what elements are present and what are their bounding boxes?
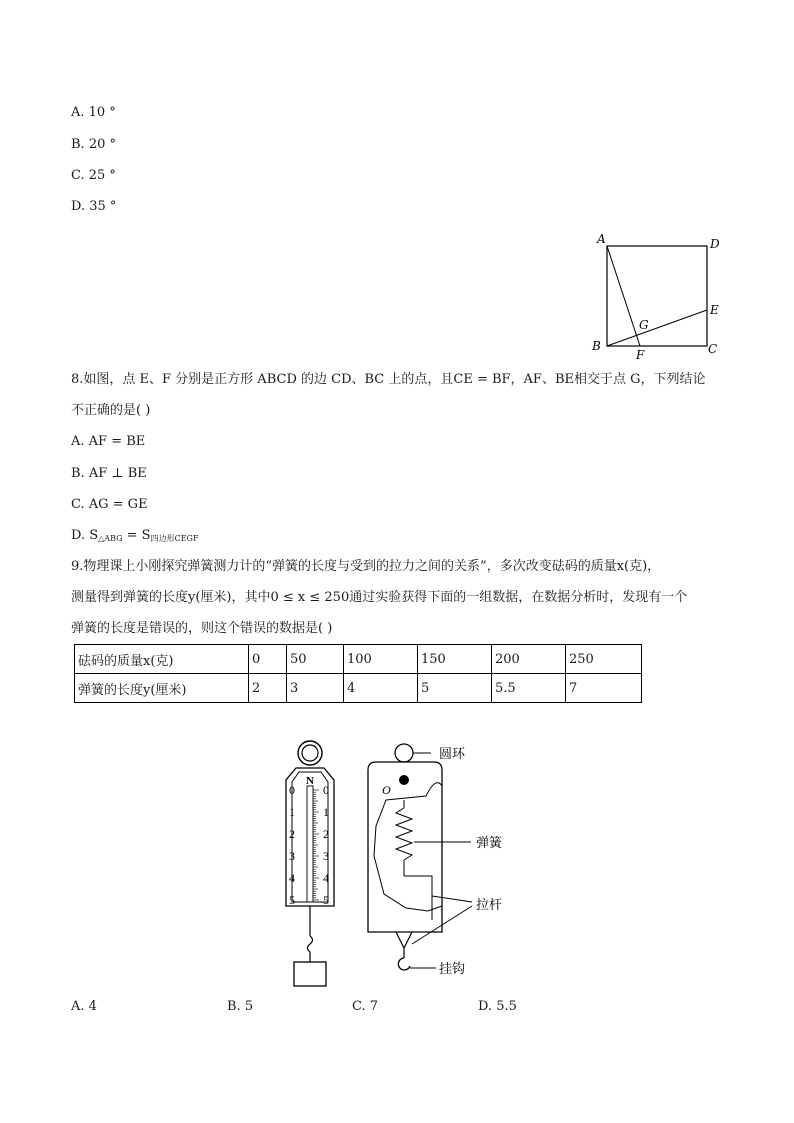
tick-left-1: 1	[289, 805, 295, 819]
label-c: C	[708, 342, 718, 356]
tick-left-4: 4	[289, 871, 295, 885]
table-cell: 200	[492, 645, 566, 674]
q7-option-d[interactable]: D. 35 °	[71, 199, 117, 214]
q8-option-d[interactable]	[71, 527, 198, 548]
label-e: E	[710, 303, 719, 317]
table-cell: 100	[344, 645, 418, 674]
callout-spring: 弹簧	[476, 835, 503, 850]
tick-right-4: 4	[323, 871, 329, 885]
q8-option-b[interactable]: B. AF ⊥ BE	[71, 466, 147, 481]
table-cell: 4	[344, 674, 418, 703]
tick-left-5: 5	[289, 893, 295, 907]
label-f: F	[636, 348, 645, 360]
spring-scale-figure	[276, 736, 516, 991]
q8-option-d-mid: = S	[122, 528, 151, 543]
tick-left-2: 2	[289, 827, 295, 841]
table-cell: 150	[418, 645, 492, 674]
tick-left-0: 0	[289, 783, 295, 797]
table-row	[75, 674, 642, 703]
q9-stem-line3: 弹簧的长度是错误的，则这个错误的数据是( )	[71, 621, 333, 636]
square-figure	[588, 230, 728, 360]
data-table	[74, 644, 642, 703]
tick-right-5: 5	[323, 893, 329, 907]
table-cell: 2	[249, 674, 287, 703]
table-row	[75, 645, 642, 674]
q7-option-b[interactable]: B. 20 °	[71, 137, 116, 152]
scale-unit: N	[306, 775, 314, 787]
table-cell: 3	[287, 674, 344, 703]
tick-right-0: 0	[323, 783, 329, 797]
table-cell: 5	[418, 674, 492, 703]
label-b: B	[592, 339, 601, 353]
q8-option-c[interactable]: C. AG = GE	[71, 497, 148, 512]
label-a: A	[597, 232, 606, 246]
q9-option-c[interactable]: C. 7	[352, 999, 379, 1014]
q7-option-c[interactable]: C. 25 °	[71, 168, 116, 183]
tick-right-2: 2	[323, 827, 329, 841]
q9-stem-line1: 9.物理课上小刚探究弹簧测力计的“弹簧的长度与受到的拉力之间的关系”，多次改变砝码的质量x(克)，	[71, 559, 661, 574]
q8-option-d-sub2: 四边形CEGF	[150, 534, 199, 543]
q9-stem-line2: 测量得到弹簧的长度y(厘米)，其中0 ≤ x ≤ 250通过实验获得下面的一组数据，在数据分析时，发现有一个	[71, 590, 688, 605]
table-cell: 7	[566, 674, 642, 703]
q8-stem-line1: 8.如图，点 E、F 分别是正方形 ABCD 的边 CD、BC 上的点，且CE = BF，AF、BE相交于点 G，下列结论	[71, 372, 706, 387]
q9-option-b[interactable]: B. 5	[227, 999, 254, 1014]
pivot-label: O	[382, 783, 391, 797]
q8-option-a[interactable]: A. AF = BE	[71, 434, 146, 449]
table-cell: 5.5	[492, 674, 566, 703]
q8-option-d-sub1: △ABG	[98, 534, 123, 543]
callout-hook: 挂钩	[439, 961, 466, 976]
q9-option-d[interactable]: D. 5.5	[478, 999, 517, 1014]
table-cell: 250	[566, 645, 642, 674]
table-cell: 50	[287, 645, 344, 674]
q7-option-a[interactable]: A. 10 °	[71, 105, 116, 120]
q8-option-d-prefix: D. S	[71, 528, 99, 543]
label-g: G	[639, 318, 649, 332]
q9-option-a[interactable]: A. 4	[71, 999, 97, 1014]
table-cell: 弹簧的长度y(厘米)	[75, 674, 249, 703]
table-cell: 砝码的质量x(克)	[75, 645, 249, 674]
table-cell: 0	[249, 645, 287, 674]
callout-ring: 圆环	[439, 746, 466, 761]
tick-right-1: 1	[323, 805, 329, 819]
spring-scale-left	[286, 741, 334, 986]
tick-right-3: 3	[323, 849, 329, 863]
q8-stem-line2: 不正确的是( )	[71, 403, 151, 418]
spring-scale-diagram	[368, 744, 503, 976]
label-d: D	[710, 237, 720, 251]
callout-rod: 拉杆	[476, 897, 503, 912]
tick-left-3: 3	[289, 849, 295, 863]
